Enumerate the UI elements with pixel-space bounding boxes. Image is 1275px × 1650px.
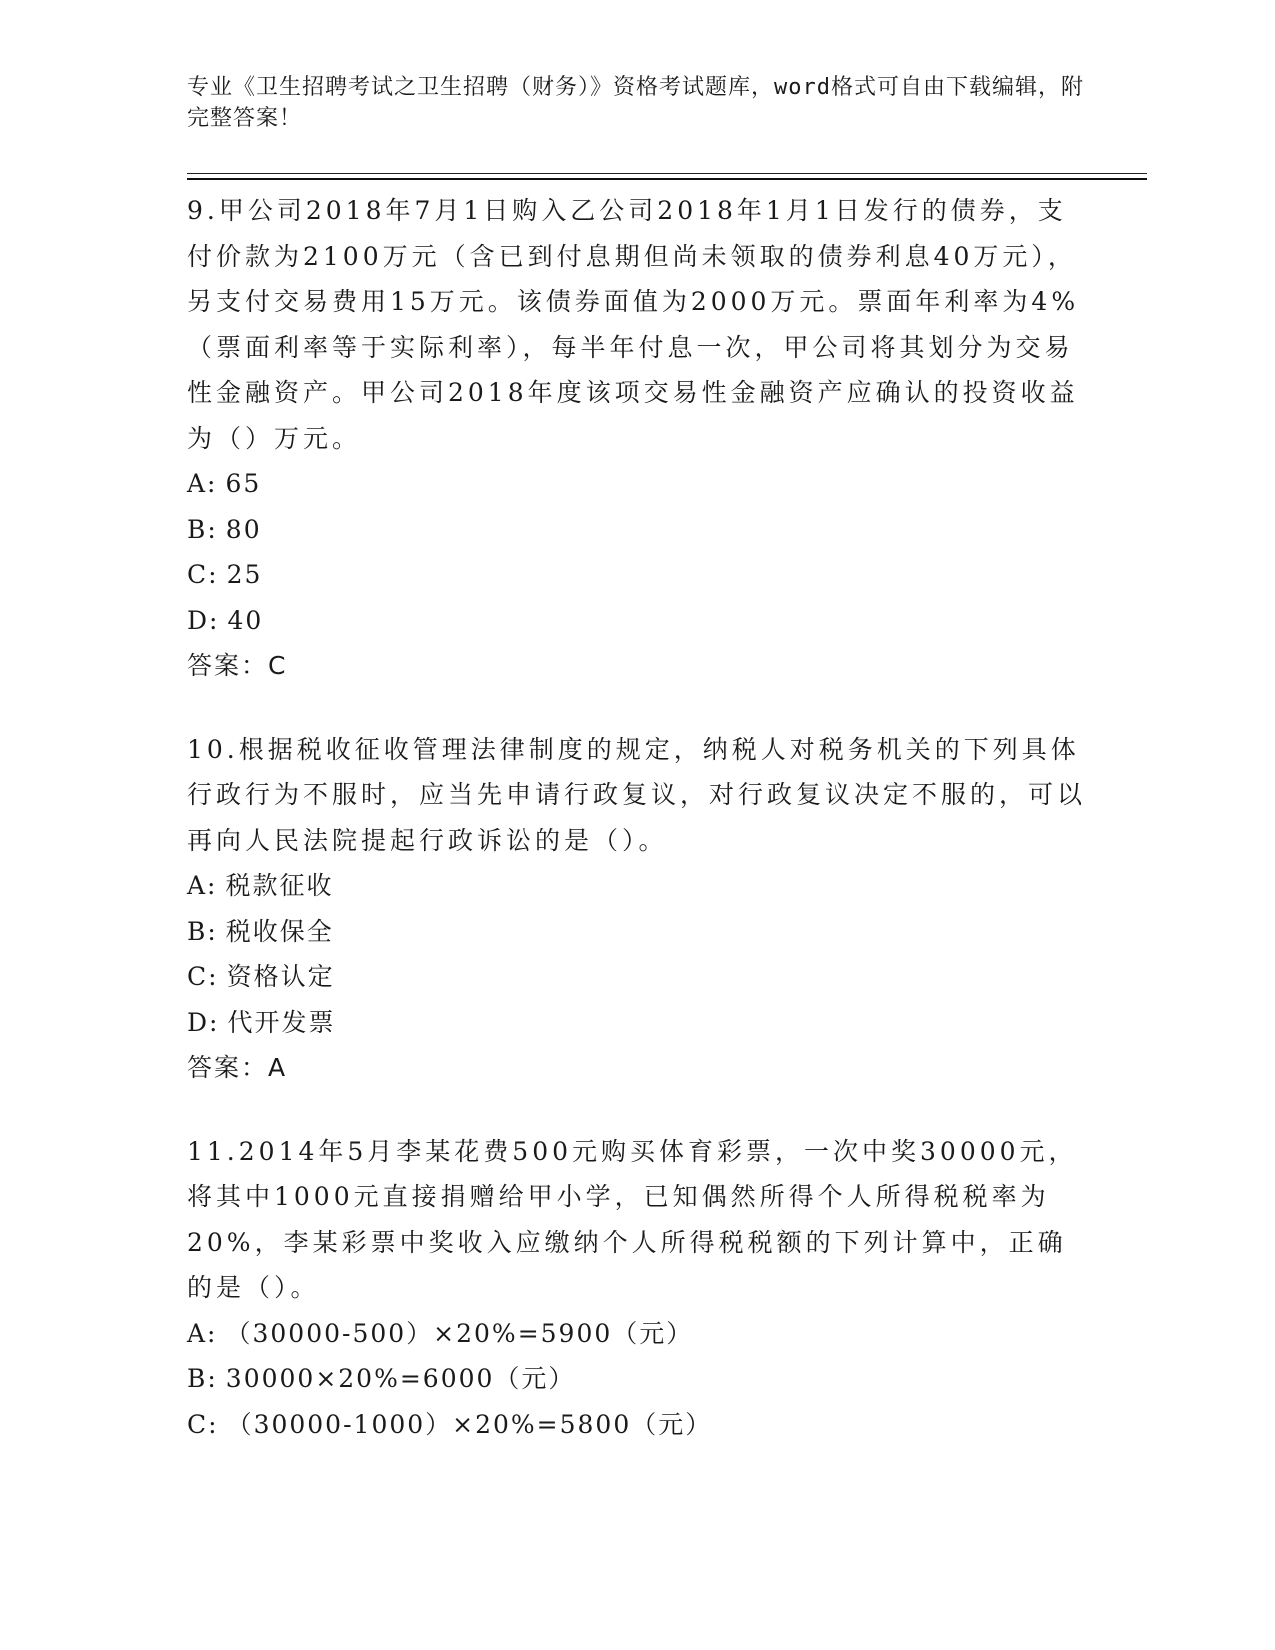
option-key: D:: [187, 605, 220, 635]
option-d: [187, 598, 1087, 644]
option-text: 80: [225, 514, 262, 544]
page-header: 专业《卫生招聘考试之卫生招聘（财务）》资格考试题库，word格式可自由下载编辑，附完整答案！: [187, 75, 1084, 131]
option-text: 40: [227, 605, 264, 635]
option-text: 30000×20%=6000（元）: [225, 1364, 576, 1393]
option-c: [187, 552, 1087, 598]
option-key: A:: [187, 469, 218, 498]
option-key: A:: [187, 1318, 218, 1348]
header-divider-thin: [187, 173, 1147, 174]
option-key: C:: [187, 1409, 219, 1439]
option-b: [187, 909, 1087, 955]
answer-line: 答案：A: [187, 1053, 288, 1082]
question-stem: 9.甲公司2018年7月1日购入乙公司2018年1月1日发行的债券，支付价款为2100万元（含已到付息期但尚未领取的债券利息40万元），另支付交易费用15万元。该债券面值为2000万元。票面年利率为4%（票面利率等于实际利率），每半年付息一次，甲公司将其划分为交易性金融资产。甲公司2018年度该项交易性金融资产应确认的投资收益为（）万元。: [187, 196, 1080, 453]
option-key: B:: [187, 1364, 218, 1393]
option-a: [187, 863, 1087, 909]
question-9: [187, 188, 1087, 689]
option-key: B:: [187, 916, 218, 946]
option-d: [187, 1000, 1087, 1046]
option-key: A:: [187, 871, 218, 900]
option-text: 资格认定: [226, 962, 335, 991]
option-a: [187, 461, 1087, 507]
option-text: 25: [226, 560, 263, 589]
question-list: [187, 188, 1087, 1485]
option-text: 税款征收: [225, 871, 334, 900]
option-c: [187, 1402, 1087, 1448]
header-divider-thick: [187, 178, 1147, 180]
option-text: 65: [225, 469, 262, 498]
question-11: [187, 1129, 1087, 1448]
option-b: [187, 1356, 1087, 1402]
option-key: B:: [187, 514, 218, 544]
option-b: [187, 507, 1087, 553]
option-c: [187, 954, 1087, 1000]
option-text: 代开发票: [227, 1007, 336, 1037]
option-text: 税收保全: [225, 916, 334, 946]
question-stem: 10.根据税收征收管理法律制度的规定，纳税人对税务机关的下列具体行政行为不服时，应当先申请行政复议，对行政复议决定不服的，可以再向人民法院提起行政诉讼的是（）。: [187, 734, 1087, 855]
option-text: （30000-1000）×20%=5800（元）: [226, 1409, 713, 1439]
option-a: [187, 1311, 1087, 1357]
question-10: [187, 727, 1087, 1091]
question-stem: 11.2014年5月李某花费500元购买体育彩票，一次中奖30000元，将其中1000元直接捐赠给甲小学，已知偶然所得个人所得税税率为20%，李某彩票中奖收入应缴纳个人所得税税额的下列计算中，正确的是（）。: [187, 1136, 1078, 1302]
answer-line: 答案：C: [187, 651, 288, 680]
option-key: D:: [187, 1007, 220, 1037]
option-text: （30000-500）×20%=5900（元）: [225, 1318, 694, 1348]
option-key: C:: [187, 962, 219, 991]
option-key: C:: [187, 560, 219, 589]
